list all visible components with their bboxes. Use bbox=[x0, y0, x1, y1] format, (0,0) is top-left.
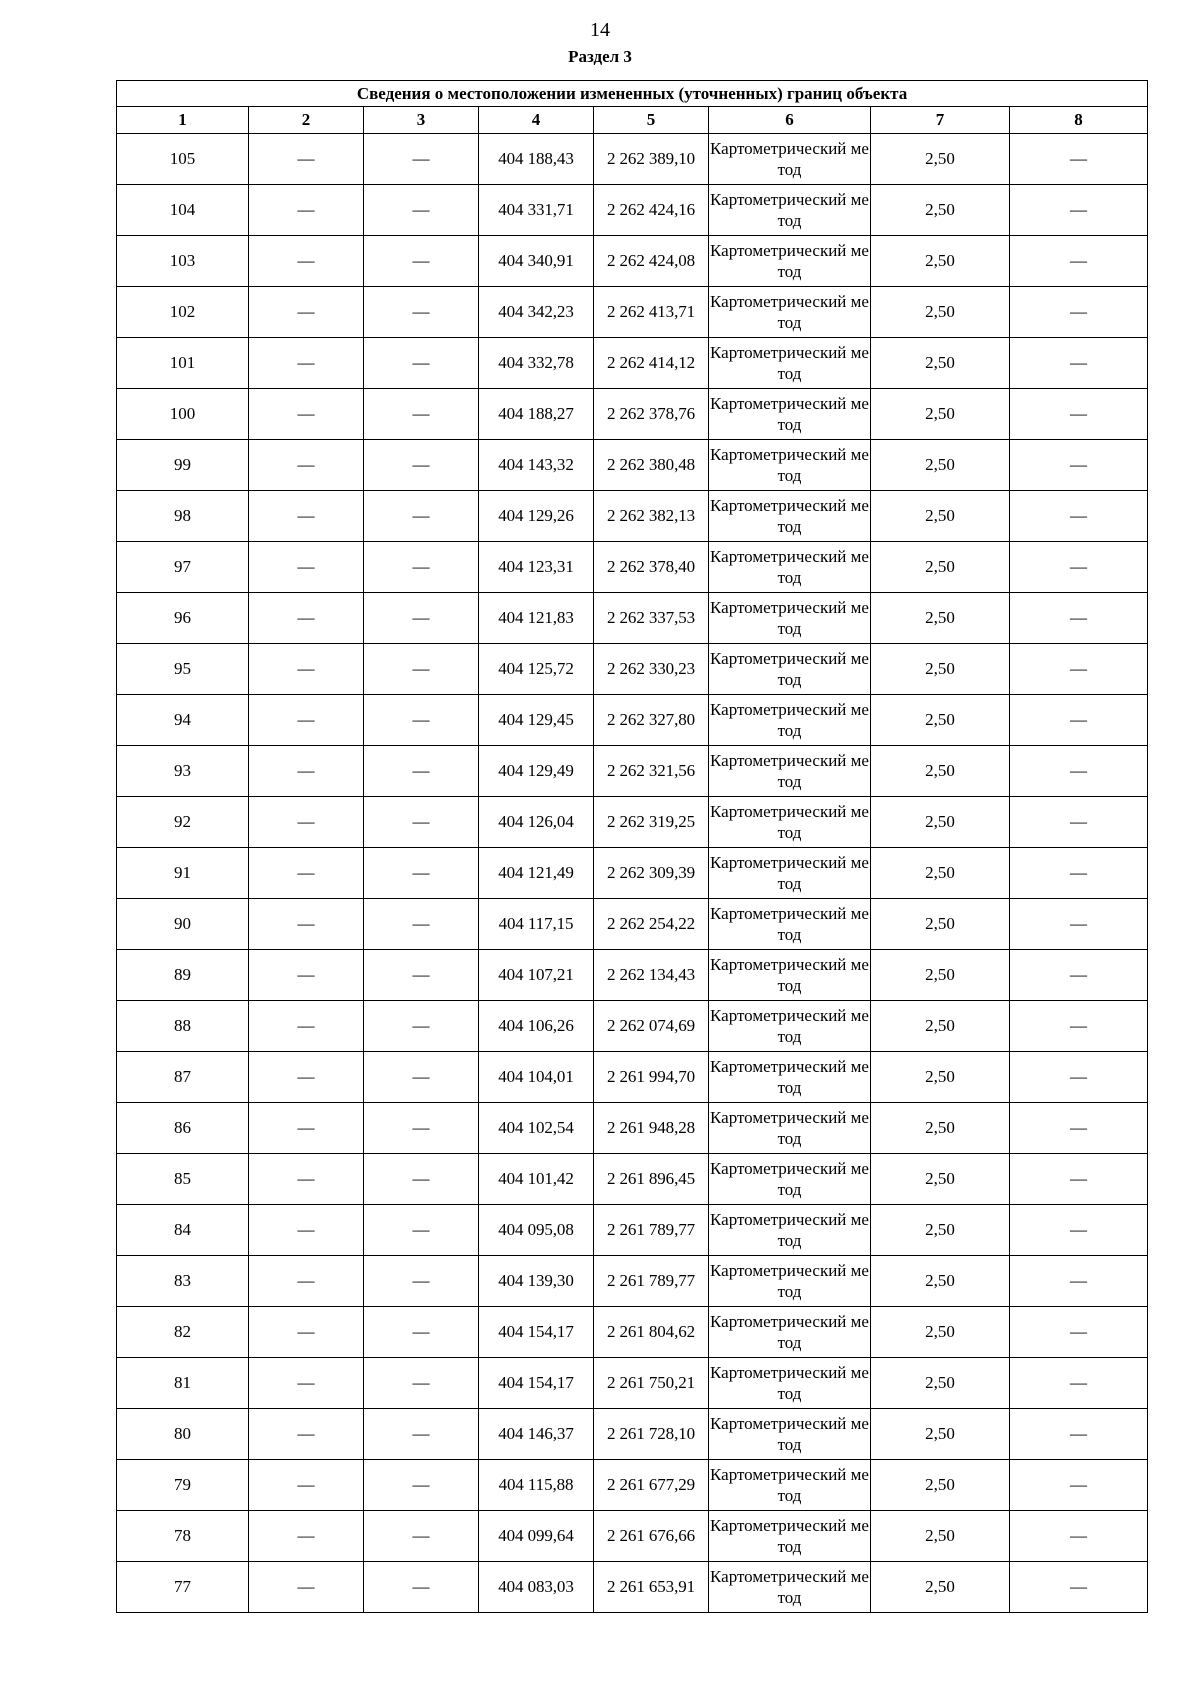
point-number: 82 bbox=[117, 1307, 249, 1358]
table-row bbox=[117, 1154, 1148, 1205]
point-number: 86 bbox=[117, 1103, 249, 1154]
col8-value: — bbox=[1010, 1511, 1148, 1562]
point-number: 94 bbox=[117, 695, 249, 746]
col8-value: — bbox=[1010, 1001, 1148, 1052]
accuracy: 2,50 bbox=[871, 185, 1010, 236]
col2-value: — bbox=[249, 134, 364, 185]
col3-value: — bbox=[364, 1052, 479, 1103]
table-row bbox=[117, 1103, 1148, 1154]
method: Картометрический метод bbox=[709, 236, 871, 287]
col2-value: — bbox=[249, 1307, 364, 1358]
coord-x: 404 126,04 bbox=[479, 797, 594, 848]
col8-value: — bbox=[1010, 338, 1148, 389]
coord-y: 2 262 378,40 bbox=[594, 542, 709, 593]
point-number: 83 bbox=[117, 1256, 249, 1307]
col3-value: — bbox=[364, 950, 479, 1001]
coord-y: 2 262 134,43 bbox=[594, 950, 709, 1001]
col3-value: — bbox=[364, 1307, 479, 1358]
col2-value: — bbox=[249, 1562, 364, 1613]
col2-value: — bbox=[249, 185, 364, 236]
accuracy: 2,50 bbox=[871, 1256, 1010, 1307]
coord-y: 2 262 330,23 bbox=[594, 644, 709, 695]
coord-y: 2 262 414,12 bbox=[594, 338, 709, 389]
col2-value: — bbox=[249, 491, 364, 542]
accuracy: 2,50 bbox=[871, 899, 1010, 950]
accuracy: 2,50 bbox=[871, 644, 1010, 695]
col3-value: — bbox=[364, 1511, 479, 1562]
col8-value: — bbox=[1010, 644, 1148, 695]
boundary-coordinates-table bbox=[116, 80, 1148, 1613]
coord-y: 2 262 389,10 bbox=[594, 134, 709, 185]
col8-value: — bbox=[1010, 1154, 1148, 1205]
col2-value: — bbox=[249, 1052, 364, 1103]
accuracy: 2,50 bbox=[871, 1052, 1010, 1103]
table-row bbox=[117, 1562, 1148, 1613]
method: Картометрический метод bbox=[709, 899, 871, 950]
col3-value: — bbox=[364, 797, 479, 848]
col2-value: — bbox=[249, 797, 364, 848]
method: Картометрический метод bbox=[709, 1001, 871, 1052]
point-number: 103 bbox=[117, 236, 249, 287]
col3-value: — bbox=[364, 1103, 479, 1154]
col2-value: — bbox=[249, 899, 364, 950]
coord-y: 2 262 380,48 bbox=[594, 440, 709, 491]
point-number: 100 bbox=[117, 389, 249, 440]
table-row bbox=[117, 1511, 1148, 1562]
coord-x: 404 143,32 bbox=[479, 440, 594, 491]
coord-x: 404 129,45 bbox=[479, 695, 594, 746]
col2-value: — bbox=[249, 1154, 364, 1205]
point-number: 84 bbox=[117, 1205, 249, 1256]
col2-value: — bbox=[249, 1103, 364, 1154]
table-row bbox=[117, 1307, 1148, 1358]
table-row bbox=[117, 695, 1148, 746]
coord-y: 2 262 254,22 bbox=[594, 899, 709, 950]
accuracy: 2,50 bbox=[871, 1562, 1010, 1613]
col8-value: — bbox=[1010, 440, 1148, 491]
col3-value: — bbox=[364, 185, 479, 236]
col3-value: — bbox=[364, 1001, 479, 1052]
table-row bbox=[117, 338, 1148, 389]
col3-value: — bbox=[364, 746, 479, 797]
point-number: 93 bbox=[117, 746, 249, 797]
point-number: 91 bbox=[117, 848, 249, 899]
table-row bbox=[117, 440, 1148, 491]
coord-y: 2 262 378,76 bbox=[594, 389, 709, 440]
coord-y: 2 262 327,80 bbox=[594, 695, 709, 746]
col2-value: — bbox=[249, 236, 364, 287]
accuracy: 2,50 bbox=[871, 287, 1010, 338]
method: Картометрический метод bbox=[709, 1256, 871, 1307]
coord-y: 2 262 337,53 bbox=[594, 593, 709, 644]
coord-x: 404 121,83 bbox=[479, 593, 594, 644]
table-row bbox=[117, 1001, 1148, 1052]
accuracy: 2,50 bbox=[871, 1307, 1010, 1358]
accuracy: 2,50 bbox=[871, 950, 1010, 1001]
table-caption: Сведения о местоположении измененных (уточненных) границ объекта bbox=[117, 81, 1148, 107]
method: Картометрический метод bbox=[709, 1562, 871, 1613]
col3-value: — bbox=[364, 1256, 479, 1307]
method: Картометрический метод bbox=[709, 287, 871, 338]
col8-value: — bbox=[1010, 695, 1148, 746]
method: Картометрический метод bbox=[709, 848, 871, 899]
coord-y: 2 261 994,70 bbox=[594, 1052, 709, 1103]
point-number: 88 bbox=[117, 1001, 249, 1052]
col8-value: — bbox=[1010, 797, 1148, 848]
col3-value: — bbox=[364, 899, 479, 950]
col2-value: — bbox=[249, 593, 364, 644]
method: Картометрический метод bbox=[709, 1511, 871, 1562]
accuracy: 2,50 bbox=[871, 1103, 1010, 1154]
col2-value: — bbox=[249, 1409, 364, 1460]
col3-value: — bbox=[364, 644, 479, 695]
col3-value: — bbox=[364, 848, 479, 899]
method: Картометрический метод bbox=[709, 389, 871, 440]
column-number-3: 3 bbox=[364, 107, 479, 134]
column-number-1: 1 bbox=[117, 107, 249, 134]
coord-x: 404 188,27 bbox=[479, 389, 594, 440]
col3-value: — bbox=[364, 542, 479, 593]
col2-value: — bbox=[249, 287, 364, 338]
coord-x: 404 099,64 bbox=[479, 1511, 594, 1562]
method: Картометрический метод bbox=[709, 185, 871, 236]
col8-value: — bbox=[1010, 134, 1148, 185]
coord-y: 2 261 728,10 bbox=[594, 1409, 709, 1460]
table-row bbox=[117, 1052, 1148, 1103]
point-number: 79 bbox=[117, 1460, 249, 1511]
point-number: 99 bbox=[117, 440, 249, 491]
method: Картометрический метод bbox=[709, 1052, 871, 1103]
col8-value: — bbox=[1010, 1307, 1148, 1358]
col3-value: — bbox=[364, 1409, 479, 1460]
coord-y: 2 261 677,29 bbox=[594, 1460, 709, 1511]
col2-value: — bbox=[249, 1460, 364, 1511]
col8-value: — bbox=[1010, 389, 1148, 440]
col8-value: — bbox=[1010, 1358, 1148, 1409]
coord-x: 404 331,71 bbox=[479, 185, 594, 236]
accuracy: 2,50 bbox=[871, 1358, 1010, 1409]
coord-y: 2 261 948,28 bbox=[594, 1103, 709, 1154]
accuracy: 2,50 bbox=[871, 746, 1010, 797]
col2-value: — bbox=[249, 338, 364, 389]
point-number: 77 bbox=[117, 1562, 249, 1613]
coord-x: 404 332,78 bbox=[479, 338, 594, 389]
point-number: 78 bbox=[117, 1511, 249, 1562]
col8-value: — bbox=[1010, 1052, 1148, 1103]
col8-value: — bbox=[1010, 1562, 1148, 1613]
method: Картометрический метод bbox=[709, 695, 871, 746]
point-number: 105 bbox=[117, 134, 249, 185]
col3-value: — bbox=[364, 1205, 479, 1256]
table-row bbox=[117, 491, 1148, 542]
method: Картометрический метод bbox=[709, 593, 871, 644]
coord-x: 404 123,31 bbox=[479, 542, 594, 593]
method: Картометрический метод bbox=[709, 542, 871, 593]
col3-value: — bbox=[364, 695, 479, 746]
col2-value: — bbox=[249, 1256, 364, 1307]
coord-y: 2 262 424,08 bbox=[594, 236, 709, 287]
col2-value: — bbox=[249, 440, 364, 491]
method: Картометрический метод bbox=[709, 644, 871, 695]
column-number-4: 4 bbox=[479, 107, 594, 134]
col2-value: — bbox=[249, 1511, 364, 1562]
column-number-8: 8 bbox=[1010, 107, 1148, 134]
point-number: 90 bbox=[117, 899, 249, 950]
coord-y: 2 262 424,16 bbox=[594, 185, 709, 236]
accuracy: 2,50 bbox=[871, 542, 1010, 593]
coord-x: 404 340,91 bbox=[479, 236, 594, 287]
accuracy: 2,50 bbox=[871, 1460, 1010, 1511]
accuracy: 2,50 bbox=[871, 491, 1010, 542]
point-number: 102 bbox=[117, 287, 249, 338]
table-row bbox=[117, 1256, 1148, 1307]
coord-x: 404 129,26 bbox=[479, 491, 594, 542]
point-number: 98 bbox=[117, 491, 249, 542]
point-number: 101 bbox=[117, 338, 249, 389]
col2-value: — bbox=[249, 950, 364, 1001]
col3-value: — bbox=[364, 491, 479, 542]
col8-value: — bbox=[1010, 593, 1148, 644]
col8-value: — bbox=[1010, 185, 1148, 236]
method: Картометрический метод bbox=[709, 134, 871, 185]
col8-value: — bbox=[1010, 1205, 1148, 1256]
col2-value: — bbox=[249, 695, 364, 746]
coord-x: 404 101,42 bbox=[479, 1154, 594, 1205]
col3-value: — bbox=[364, 389, 479, 440]
col8-value: — bbox=[1010, 899, 1148, 950]
method: Картометрический метод bbox=[709, 491, 871, 542]
col3-value: — bbox=[364, 338, 479, 389]
col3-value: — bbox=[364, 1460, 479, 1511]
point-number: 89 bbox=[117, 950, 249, 1001]
col8-value: — bbox=[1010, 1460, 1148, 1511]
col8-value: — bbox=[1010, 236, 1148, 287]
column-number-row bbox=[117, 107, 1148, 134]
accuracy: 2,50 bbox=[871, 1409, 1010, 1460]
table-row bbox=[117, 1205, 1148, 1256]
coord-x: 404 129,49 bbox=[479, 746, 594, 797]
coord-x: 404 188,43 bbox=[479, 134, 594, 185]
col8-value: — bbox=[1010, 1103, 1148, 1154]
table-row bbox=[117, 899, 1148, 950]
col3-value: — bbox=[364, 287, 479, 338]
coord-x: 404 139,30 bbox=[479, 1256, 594, 1307]
coord-x: 404 154,17 bbox=[479, 1358, 594, 1409]
accuracy: 2,50 bbox=[871, 1001, 1010, 1052]
point-number: 92 bbox=[117, 797, 249, 848]
coord-y: 2 262 382,13 bbox=[594, 491, 709, 542]
coord-x: 404 095,08 bbox=[479, 1205, 594, 1256]
coord-x: 404 115,88 bbox=[479, 1460, 594, 1511]
col3-value: — bbox=[364, 1562, 479, 1613]
coord-x: 404 117,15 bbox=[479, 899, 594, 950]
accuracy: 2,50 bbox=[871, 389, 1010, 440]
method: Картометрический метод bbox=[709, 950, 871, 1001]
coord-y: 2 262 321,56 bbox=[594, 746, 709, 797]
method: Картометрический метод bbox=[709, 1460, 871, 1511]
method: Картометрический метод bbox=[709, 1358, 871, 1409]
coord-x: 404 104,01 bbox=[479, 1052, 594, 1103]
method: Картометрический метод bbox=[709, 1205, 871, 1256]
coord-y: 2 262 413,71 bbox=[594, 287, 709, 338]
accuracy: 2,50 bbox=[871, 338, 1010, 389]
point-number: 80 bbox=[117, 1409, 249, 1460]
col3-value: — bbox=[364, 134, 479, 185]
coord-y: 2 261 789,77 bbox=[594, 1256, 709, 1307]
col8-value: — bbox=[1010, 1256, 1148, 1307]
table-row bbox=[117, 950, 1148, 1001]
coord-y: 2 262 074,69 bbox=[594, 1001, 709, 1052]
coord-x: 404 102,54 bbox=[479, 1103, 594, 1154]
column-number-5: 5 bbox=[594, 107, 709, 134]
page-number: 14 bbox=[590, 19, 610, 41]
coord-y: 2 261 896,45 bbox=[594, 1154, 709, 1205]
col8-value: — bbox=[1010, 848, 1148, 899]
coord-x: 404 106,26 bbox=[479, 1001, 594, 1052]
coord-y: 2 261 789,77 bbox=[594, 1205, 709, 1256]
method: Картометрический метод bbox=[709, 746, 871, 797]
col2-value: — bbox=[249, 746, 364, 797]
table-row bbox=[117, 746, 1148, 797]
coord-x: 404 146,37 bbox=[479, 1409, 594, 1460]
accuracy: 2,50 bbox=[871, 440, 1010, 491]
table-row bbox=[117, 1358, 1148, 1409]
accuracy: 2,50 bbox=[871, 797, 1010, 848]
table-row bbox=[117, 236, 1148, 287]
coord-x: 404 121,49 bbox=[479, 848, 594, 899]
accuracy: 2,50 bbox=[871, 134, 1010, 185]
col3-value: — bbox=[364, 1154, 479, 1205]
point-number: 95 bbox=[117, 644, 249, 695]
col2-value: — bbox=[249, 1001, 364, 1052]
accuracy: 2,50 bbox=[871, 695, 1010, 746]
point-number: 96 bbox=[117, 593, 249, 644]
column-number-2: 2 bbox=[249, 107, 364, 134]
col2-value: — bbox=[249, 389, 364, 440]
coord-y: 2 262 319,25 bbox=[594, 797, 709, 848]
col3-value: — bbox=[364, 593, 479, 644]
method: Картометрический метод bbox=[709, 1103, 871, 1154]
point-number: 104 bbox=[117, 185, 249, 236]
method: Картометрический метод bbox=[709, 1307, 871, 1358]
col2-value: — bbox=[249, 542, 364, 593]
point-number: 81 bbox=[117, 1358, 249, 1409]
accuracy: 2,50 bbox=[871, 236, 1010, 287]
col8-value: — bbox=[1010, 1409, 1148, 1460]
accuracy: 2,50 bbox=[871, 1511, 1010, 1562]
table-row bbox=[117, 1460, 1148, 1511]
table-row bbox=[117, 542, 1148, 593]
method: Картометрический метод bbox=[709, 797, 871, 848]
accuracy: 2,50 bbox=[871, 1205, 1010, 1256]
accuracy: 2,50 bbox=[871, 848, 1010, 899]
col2-value: — bbox=[249, 1358, 364, 1409]
table-row bbox=[117, 1409, 1148, 1460]
col8-value: — bbox=[1010, 491, 1148, 542]
col8-value: — bbox=[1010, 542, 1148, 593]
col2-value: — bbox=[249, 644, 364, 695]
table-row bbox=[117, 797, 1148, 848]
coord-y: 2 261 750,21 bbox=[594, 1358, 709, 1409]
accuracy: 2,50 bbox=[871, 1154, 1010, 1205]
table-row bbox=[117, 134, 1148, 185]
table-row bbox=[117, 389, 1148, 440]
coord-x: 404 125,72 bbox=[479, 644, 594, 695]
coord-x: 404 342,23 bbox=[479, 287, 594, 338]
column-number-7: 7 bbox=[871, 107, 1010, 134]
accuracy: 2,50 bbox=[871, 593, 1010, 644]
table-row bbox=[117, 287, 1148, 338]
col8-value: — bbox=[1010, 950, 1148, 1001]
table-row bbox=[117, 185, 1148, 236]
col2-value: — bbox=[249, 1205, 364, 1256]
table-body bbox=[117, 134, 1148, 1613]
method: Картометрический метод bbox=[709, 338, 871, 389]
coord-y: 2 261 653,91 bbox=[594, 1562, 709, 1613]
table-row bbox=[117, 644, 1148, 695]
method: Картометрический метод bbox=[709, 440, 871, 491]
point-number: 85 bbox=[117, 1154, 249, 1205]
coord-x: 404 107,21 bbox=[479, 950, 594, 1001]
coord-x: 404 154,17 bbox=[479, 1307, 594, 1358]
col8-value: — bbox=[1010, 287, 1148, 338]
col3-value: — bbox=[364, 236, 479, 287]
method: Картометрический метод bbox=[709, 1409, 871, 1460]
point-number: 97 bbox=[117, 542, 249, 593]
coord-y: 2 261 804,62 bbox=[594, 1307, 709, 1358]
col3-value: — bbox=[364, 1358, 479, 1409]
col8-value: — bbox=[1010, 746, 1148, 797]
method: Картометрический метод bbox=[709, 1154, 871, 1205]
col3-value: — bbox=[364, 440, 479, 491]
table-row bbox=[117, 593, 1148, 644]
column-number-6: 6 bbox=[709, 107, 871, 134]
coord-x: 404 083,03 bbox=[479, 1562, 594, 1613]
coord-y: 2 261 676,66 bbox=[594, 1511, 709, 1562]
table-row bbox=[117, 848, 1148, 899]
point-number: 87 bbox=[117, 1052, 249, 1103]
section-title: Раздел 3 bbox=[568, 47, 632, 66]
coord-y: 2 262 309,39 bbox=[594, 848, 709, 899]
col2-value: — bbox=[249, 848, 364, 899]
